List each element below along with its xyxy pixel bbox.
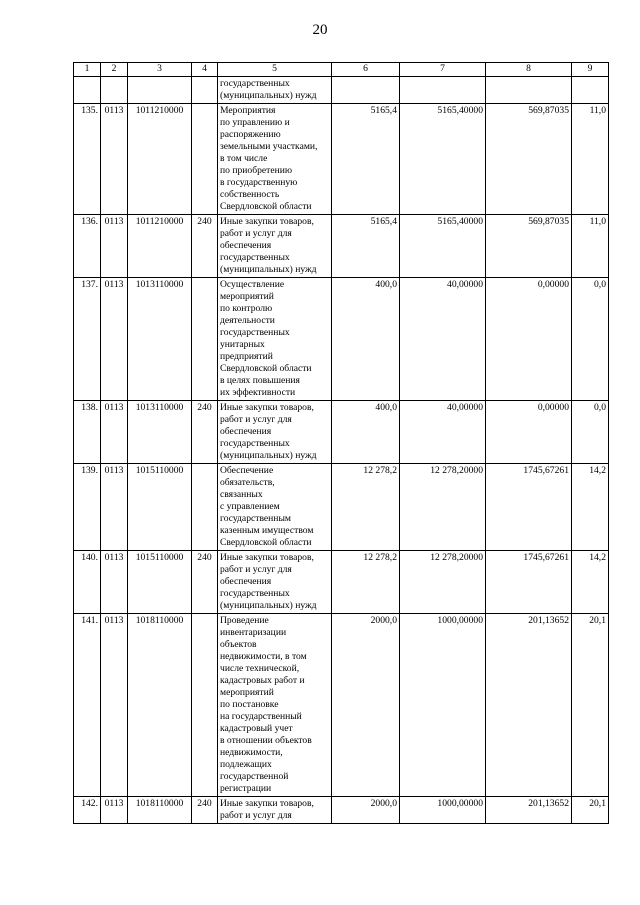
target-article-cell: 1011210000 — [128, 104, 192, 215]
executed-amount-cell: 201,13652 — [486, 797, 572, 824]
planned-amount-cell: 12 278,2 — [332, 464, 400, 551]
limit-amount-cell: 1000,00000 — [400, 797, 486, 824]
percent-cell: 20,1 — [572, 797, 609, 824]
executed-amount-cell — [486, 77, 572, 104]
target-article-cell: 1015110000 — [128, 464, 192, 551]
section-code-cell — [101, 77, 128, 104]
target-article-cell: 1015110000 — [128, 551, 192, 614]
percent-cell: 14,2 — [572, 464, 609, 551]
header-cell: 9 — [572, 63, 609, 77]
header-cell: 7 — [400, 63, 486, 77]
row-number-cell: 137. — [74, 278, 101, 401]
row-number-cell: 141. — [74, 614, 101, 797]
planned-amount-cell: 5165,4 — [332, 104, 400, 215]
section-code-cell: 0113 — [101, 278, 128, 401]
header-cell: 6 — [332, 63, 400, 77]
limit-amount-cell — [400, 77, 486, 104]
planned-amount-cell: 2000,0 — [332, 614, 400, 797]
budget-table — [73, 62, 609, 824]
table-row — [74, 797, 609, 824]
target-article-cell — [128, 77, 192, 104]
percent-cell: 20,1 — [572, 614, 609, 797]
row-number-cell — [74, 77, 101, 104]
percent-cell: 11,0 — [572, 215, 609, 278]
header-cell: 1 — [74, 63, 101, 77]
executed-amount-cell: 201,13652 — [486, 614, 572, 797]
page-number: 20 — [312, 22, 328, 38]
percent-cell: 0,0 — [572, 278, 609, 401]
section-code-cell: 0113 — [101, 797, 128, 824]
item-name-cell: Иные закупки товаров, работ и услуг для обеспечения государственных (муниципальных) нужд — [218, 551, 332, 614]
section-code-cell: 0113 — [101, 215, 128, 278]
target-article-cell: 1013110000 — [128, 278, 192, 401]
header-cell: 4 — [192, 63, 218, 77]
planned-amount-cell: 12 278,2 — [332, 551, 400, 614]
percent-cell: 14,2 — [572, 551, 609, 614]
planned-amount-cell: 5165,4 — [332, 215, 400, 278]
item-name-cell: Иные закупки товаров, работ и услуг для обеспечения государственных (муниципальных) нужд — [218, 215, 332, 278]
item-name-cell: государственных (муниципальных) нужд — [218, 77, 332, 104]
table-body — [74, 77, 609, 824]
item-name-cell: Иные закупки товаров, работ и услуг для обеспечения государственных (муниципальных) нужд — [218, 401, 332, 464]
target-article-cell: 1011210000 — [128, 215, 192, 278]
table-row — [74, 77, 609, 104]
row-number-cell: 139. — [74, 464, 101, 551]
limit-amount-cell: 5165,40000 — [400, 104, 486, 215]
limit-amount-cell: 40,00000 — [400, 278, 486, 401]
expense-type-cell — [192, 614, 218, 797]
executed-amount-cell: 0,00000 — [486, 401, 572, 464]
planned-amount-cell: 400,0 — [332, 278, 400, 401]
executed-amount-cell: 569,87035 — [486, 104, 572, 215]
section-code-cell: 0113 — [101, 401, 128, 464]
expense-type-cell — [192, 278, 218, 401]
item-name-cell: Мероприятия по управлению и распоряжению земельными участками, в том числе по приобретению в государственную собственность Свердловской области — [218, 104, 332, 215]
header-cell: 2 — [101, 63, 128, 77]
table-row — [74, 278, 609, 401]
table-row — [74, 104, 609, 215]
limit-amount-cell: 40,00000 — [400, 401, 486, 464]
expense-type-cell — [192, 104, 218, 215]
target-article-cell: 1013110000 — [128, 401, 192, 464]
expense-type-cell: 240 — [192, 551, 218, 614]
target-article-cell: 1018110000 — [128, 614, 192, 797]
section-code-cell: 0113 — [101, 614, 128, 797]
table-row — [74, 614, 609, 797]
executed-amount-cell: 569,87035 — [486, 215, 572, 278]
planned-amount-cell — [332, 77, 400, 104]
limit-amount-cell: 12 278,20000 — [400, 464, 486, 551]
row-number-cell: 136. — [74, 215, 101, 278]
header-cell: 3 — [128, 63, 192, 77]
percent-cell — [572, 77, 609, 104]
planned-amount-cell: 2000,0 — [332, 797, 400, 824]
row-number-cell: 135. — [74, 104, 101, 215]
expense-type-cell — [192, 77, 218, 104]
item-name-cell: Иные закупки товаров, работ и услуг для — [218, 797, 332, 824]
target-article-cell: 1018110000 — [128, 797, 192, 824]
planned-amount-cell: 400,0 — [332, 401, 400, 464]
row-number-cell: 140. — [74, 551, 101, 614]
row-number-cell: 138. — [74, 401, 101, 464]
table-row — [74, 551, 609, 614]
table-row — [74, 464, 609, 551]
item-name-cell: Обеспечение обязательств, связанных с управлением государственным казенным имуществом Свердловской области — [218, 464, 332, 551]
section-code-cell: 0113 — [101, 464, 128, 551]
header-cell: 8 — [486, 63, 572, 77]
limit-amount-cell: 1000,00000 — [400, 614, 486, 797]
expense-type-cell: 240 — [192, 401, 218, 464]
header-cell: 5 — [218, 63, 332, 77]
limit-amount-cell: 5165,40000 — [400, 215, 486, 278]
percent-cell: 11,0 — [572, 104, 609, 215]
table-row — [74, 215, 609, 278]
item-name-cell: Осуществление мероприятий по контролю деятельности государственных унитарных предприятий Свердловской области в целях повышения их эффективности — [218, 278, 332, 401]
limit-amount-cell: 12 278,20000 — [400, 551, 486, 614]
section-code-cell: 0113 — [101, 551, 128, 614]
header-row — [74, 63, 609, 77]
item-name-cell: Проведение инвентаризации объектов недвижимости, в том числе технической, кадастровых работ и мероприятий по постановке на государственный кадастровый учет в отношении объектов недвижимости, подлежащих государственной регистрации — [218, 614, 332, 797]
executed-amount-cell: 1745,67261 — [486, 464, 572, 551]
expense-type-cell: 240 — [192, 797, 218, 824]
expense-type-cell — [192, 464, 218, 551]
executed-amount-cell: 1745,67261 — [486, 551, 572, 614]
table-row — [74, 401, 609, 464]
row-number-cell: 142. — [74, 797, 101, 824]
executed-amount-cell: 0,00000 — [486, 278, 572, 401]
percent-cell: 0,0 — [572, 401, 609, 464]
section-code-cell: 0113 — [101, 104, 128, 215]
expense-type-cell: 240 — [192, 215, 218, 278]
